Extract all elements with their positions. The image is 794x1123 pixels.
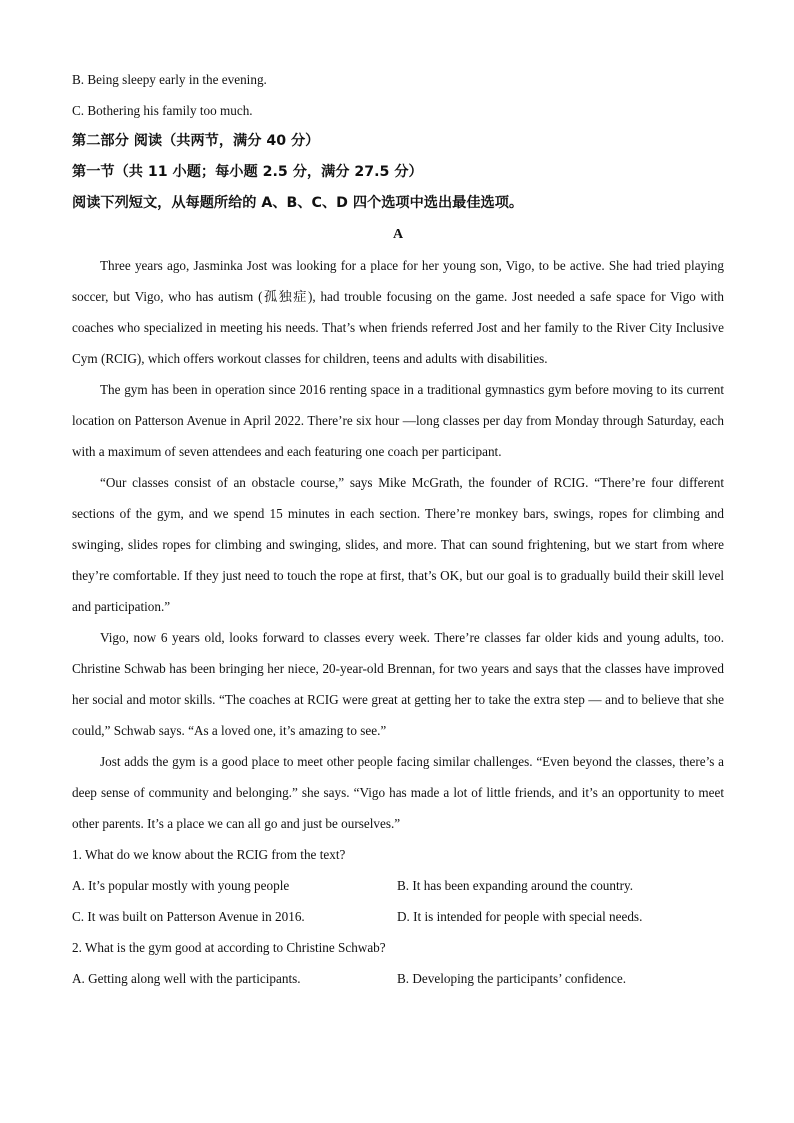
question-2-stem: 2. What is the gym good at according to Christine Schwab? [72,940,386,955]
question-2-option-a: A. Getting along well with the participants. [72,971,301,986]
question-2-option-b: B. Developing the participants’ confidence. [397,971,626,986]
question-1-options-row-1 [72,870,724,901]
section-part-heading: 第二部分 阅读（共两节，满分 40 分） [72,133,320,149]
passage-paragraph-5: Jost adds the gym is a good place to meet other people facing similar challenges. “Even beyond the classes, there’s a deep sense of community and belonging.” she says. “Vigo has made a lot of little friends, and it’s an opportunity to meet other parents. It’s a place we can all go and just be ourselves.” [72,754,724,831]
instruction-text: 阅读下列短文，从每题所给的 A、B、C、D 四个选项中选出最佳选项。 [72,195,524,211]
subsection-heading: 第一节（共 11 小题；每小题 2.5 分，满分 27.5 分） [72,164,423,180]
exam-page [72,64,724,994]
question-1-option-a: A. It’s popular mostly with young people [72,878,290,893]
prev-option-c: C. Bothering his family too much. [72,103,253,118]
question-1-option-c: C. It was built on Patterson Avenue in 2016. [72,909,305,924]
question-2-options-row-1 [72,963,724,994]
passage-paragraph-3: “Our classes consist of an obstacle course,” says Mike McGrath, the founder of RCIG. “There’re four different sections of the gym, and we spend 15 minutes in each section. There’re monkey bars, swings, ropes for climbing and swinging, slides ropes for climbing and swinging, slides, and more. That can sound frightening, but we start from where they’re comfortable. If they just need to touch the rope at first, that’s OK, but our goal is to gradually build their skill level and participation.” [72,475,724,614]
passage-paragraph-2: The gym has been in operation since 2016 renting space in a traditional gymnastics gym before moving to its current location on Patterson Avenue in April 2022. There’re six hour —long classes per day from Monday through Saturday, each with a maximum of seven attendees and each featuring one coach per participant. [72,382,724,459]
question-1-option-b: B. It has been expanding around the country. [397,878,634,893]
question-1-options-row-2 [72,901,724,932]
passage-paragraph-1: Three years ago, Jasminka Jost was looking for a place for her young son, Vigo, to be active. She had tried playing soccer, but Vigo, who has autism (孤独症), had trouble focusing on the game. Jost needed a safe space for Vigo with coaches who specialized in meeting his needs. That’s when friends referred Jost and her family to the River City Inclusive Cym (RCIG), which offers workout classes for children, teens and adults with disabilities. [72,258,724,366]
prev-option-b: B. Being sleepy early in the evening. [72,72,267,87]
passage-letter: A [392,227,404,242]
question-1-stem: 1. What do we know about the RCIG from the text? [72,847,346,862]
passage-paragraph-4: Vigo, now 6 years old, looks forward to classes every week. There’re classes far older kids and young adults, too. Christine Schwab has been bringing her niece, 20-year-old Brennan, for two years and says that the classes have improved her social and motor skills. “The coaches at RCIG were great at getting her to take the extra step — and to believe that she could,” Schwab says. “As a loved one, it’s amazing to see.” [72,630,724,738]
question-1-option-d: D. It is intended for people with special needs. [397,909,643,924]
